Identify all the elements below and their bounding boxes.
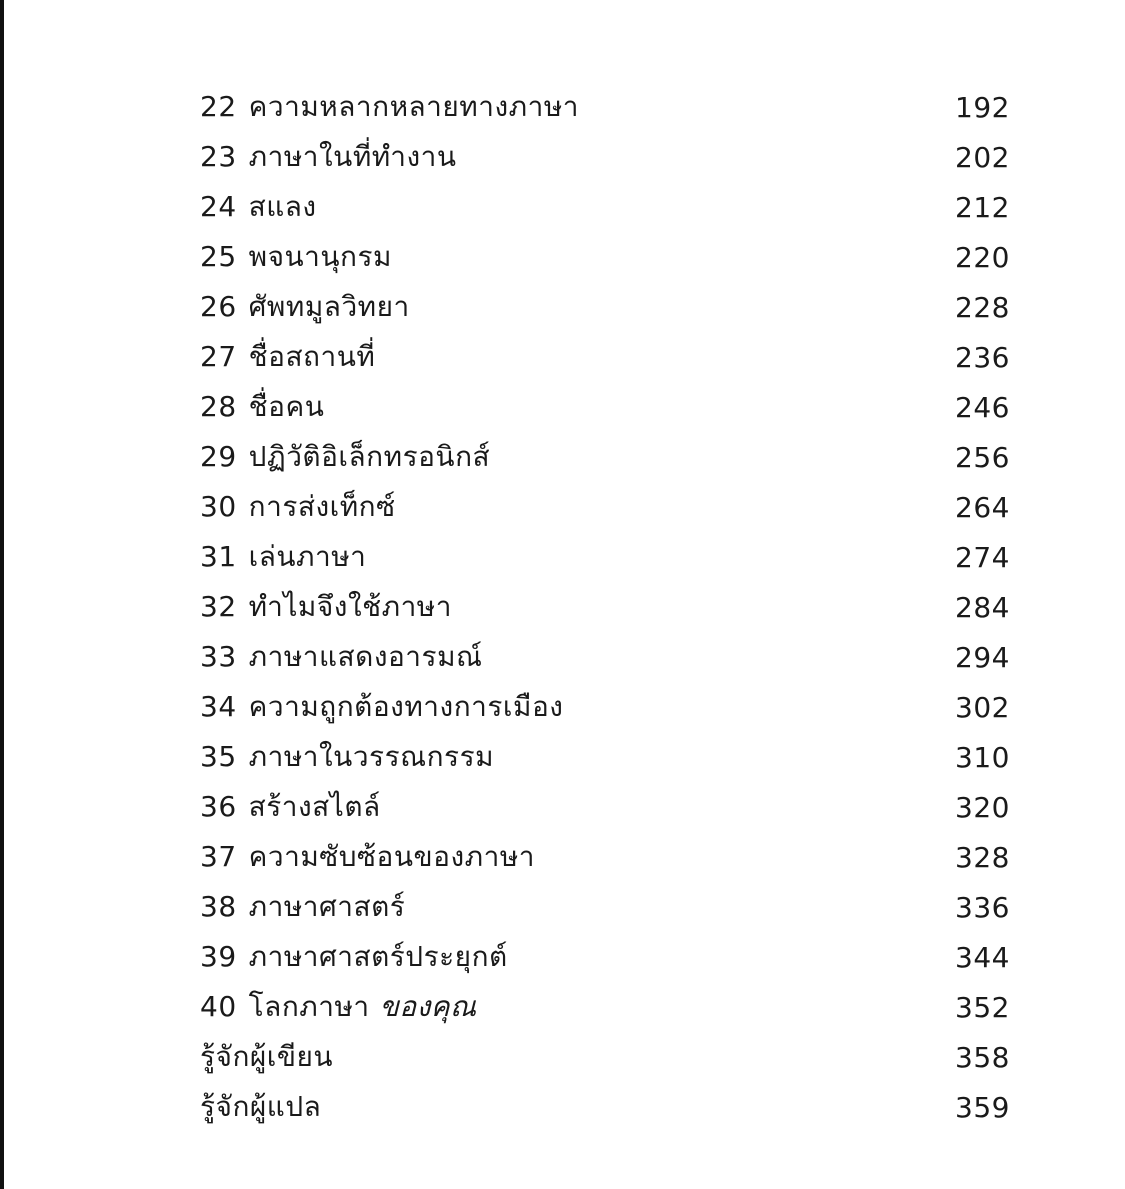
toc-entry[interactable] (200, 432, 1010, 482)
chapter-number: 25 (200, 240, 237, 273)
toc-entry-label (200, 485, 396, 529)
toc-entry-label (200, 835, 535, 879)
chapter-title: สร้างสไตล์ (248, 790, 381, 823)
toc-entry[interactable] (200, 632, 1010, 682)
page-number: 264 (955, 490, 1010, 524)
chapter-number: 30 (200, 490, 237, 523)
table-of-contents (200, 82, 1010, 1132)
page-number: 320 (955, 790, 1010, 824)
toc-entry[interactable] (200, 382, 1010, 432)
toc-entry[interactable] (200, 582, 1010, 632)
toc-entry[interactable] (200, 132, 1010, 182)
chapter-number: 35 (200, 740, 237, 773)
page-number: 358 (955, 1040, 1010, 1074)
page-number: 352 (955, 990, 1010, 1024)
chapter-title: การส่งเท็กซ์ (248, 490, 396, 523)
toc-entry[interactable] (200, 1032, 1010, 1082)
toc-entry-label (200, 935, 508, 979)
page-number: 302 (955, 690, 1010, 724)
toc-entry-label (200, 985, 477, 1029)
chapter-number: 40 (200, 990, 237, 1023)
toc-entry-label (200, 885, 405, 929)
page-number: 344 (955, 940, 1010, 974)
chapter-title: รู้จักผู้แปล (200, 1090, 322, 1123)
toc-entry-label (200, 435, 490, 479)
page-number: 236 (955, 340, 1010, 374)
toc-entry-label (200, 135, 456, 179)
chapter-number: 38 (200, 890, 237, 923)
toc-entry[interactable] (200, 282, 1010, 332)
chapter-number: 22 (200, 90, 237, 123)
toc-entry-label (200, 85, 579, 129)
toc-entry[interactable] (200, 732, 1010, 782)
toc-entry-label (200, 735, 494, 779)
page-number: 246 (955, 390, 1010, 424)
toc-entry-label (200, 685, 563, 729)
chapter-number: 33 (200, 640, 237, 673)
chapter-title: เล่นภาษา (248, 540, 367, 573)
chapter-number: 23 (200, 140, 237, 173)
toc-entry-label (200, 1085, 321, 1129)
chapter-number: 32 (200, 590, 237, 623)
page-number: 220 (955, 240, 1010, 274)
page-number: 359 (955, 1090, 1010, 1124)
page-number: 274 (955, 540, 1010, 574)
toc-entry-label (200, 585, 452, 629)
chapter-number: 26 (200, 290, 237, 323)
toc-entry-label (200, 785, 381, 829)
chapter-title: ชื่อคน (248, 390, 325, 423)
page-number: 212 (955, 190, 1010, 224)
chapter-title: ภาษาศาสตร์ (248, 890, 406, 923)
chapter-number: 24 (200, 190, 237, 223)
chapter-number: 31 (200, 540, 237, 573)
page-number: 294 (955, 640, 1010, 674)
toc-entry-label (200, 385, 324, 429)
page-number: 192 (955, 90, 1010, 124)
toc-entry-label (200, 635, 483, 679)
chapter-number: 29 (200, 440, 237, 473)
toc-entry[interactable] (200, 232, 1010, 282)
chapter-number: 39 (200, 940, 237, 973)
toc-entry[interactable] (200, 82, 1010, 132)
chapter-title: ความถูกต้องทางการเมือง (248, 690, 564, 723)
page-number: 256 (955, 440, 1010, 474)
chapter-number: 37 (200, 840, 237, 873)
page-number: 228 (955, 290, 1010, 324)
chapter-title: ปฏิวัติอิเล็กทรอนิกส์ (248, 440, 491, 473)
chapter-title-emphasis: ของคุณ (379, 990, 477, 1023)
chapter-number: 28 (200, 390, 237, 423)
page-number: 328 (955, 840, 1010, 874)
chapter-title: ภาษาในที่ทำงาน (248, 140, 457, 173)
chapter-title: ภาษาแสดงอารมณ์ (248, 640, 483, 673)
chapter-title: พจนานุกรม (248, 240, 392, 273)
chapter-title: โลกภาษา (248, 990, 370, 1023)
page-number: 336 (955, 890, 1010, 924)
toc-entry[interactable] (200, 832, 1010, 882)
page-number: 284 (955, 590, 1010, 624)
toc-entry-label (200, 1035, 333, 1079)
toc-entry-label (200, 235, 392, 279)
chapter-title: ชื่อสถานที่ (248, 340, 376, 373)
chapter-number: 34 (200, 690, 237, 723)
chapter-title: ภาษาในวรรณกรรม (248, 740, 495, 773)
chapter-title: ภาษาศาสตร์ประยุกต์ (248, 940, 508, 973)
chapter-number: 36 (200, 790, 237, 823)
toc-entry-label (200, 285, 410, 329)
toc-entry[interactable] (200, 782, 1010, 832)
chapter-title: รู้จักผู้เขียน (200, 1040, 334, 1073)
toc-entry[interactable] (200, 482, 1010, 532)
page-edge-rule (0, 0, 4, 1189)
page-number: 310 (955, 740, 1010, 774)
chapter-number: 27 (200, 340, 237, 373)
toc-entry[interactable] (200, 1082, 1010, 1132)
toc-entry[interactable] (200, 932, 1010, 982)
toc-entry[interactable] (200, 982, 1010, 1032)
chapter-title: ศัพทมูลวิทยา (248, 290, 410, 323)
page-number: 202 (955, 140, 1010, 174)
toc-entry[interactable] (200, 182, 1010, 232)
toc-entry-label (200, 335, 375, 379)
chapter-title: ทำไมจึงใช้ภาษา (248, 590, 452, 623)
toc-entry[interactable] (200, 532, 1010, 582)
toc-entry-label (200, 185, 317, 229)
toc-entry[interactable] (200, 332, 1010, 382)
chapter-title: สแลง (248, 190, 317, 223)
toc-entry[interactable] (200, 882, 1010, 932)
chapter-title: ความซับซ้อนของภาษา (248, 840, 535, 873)
toc-entry-label (200, 535, 366, 579)
toc-entry[interactable] (200, 682, 1010, 732)
chapter-title: ความหลากหลายทางภาษา (248, 90, 580, 123)
